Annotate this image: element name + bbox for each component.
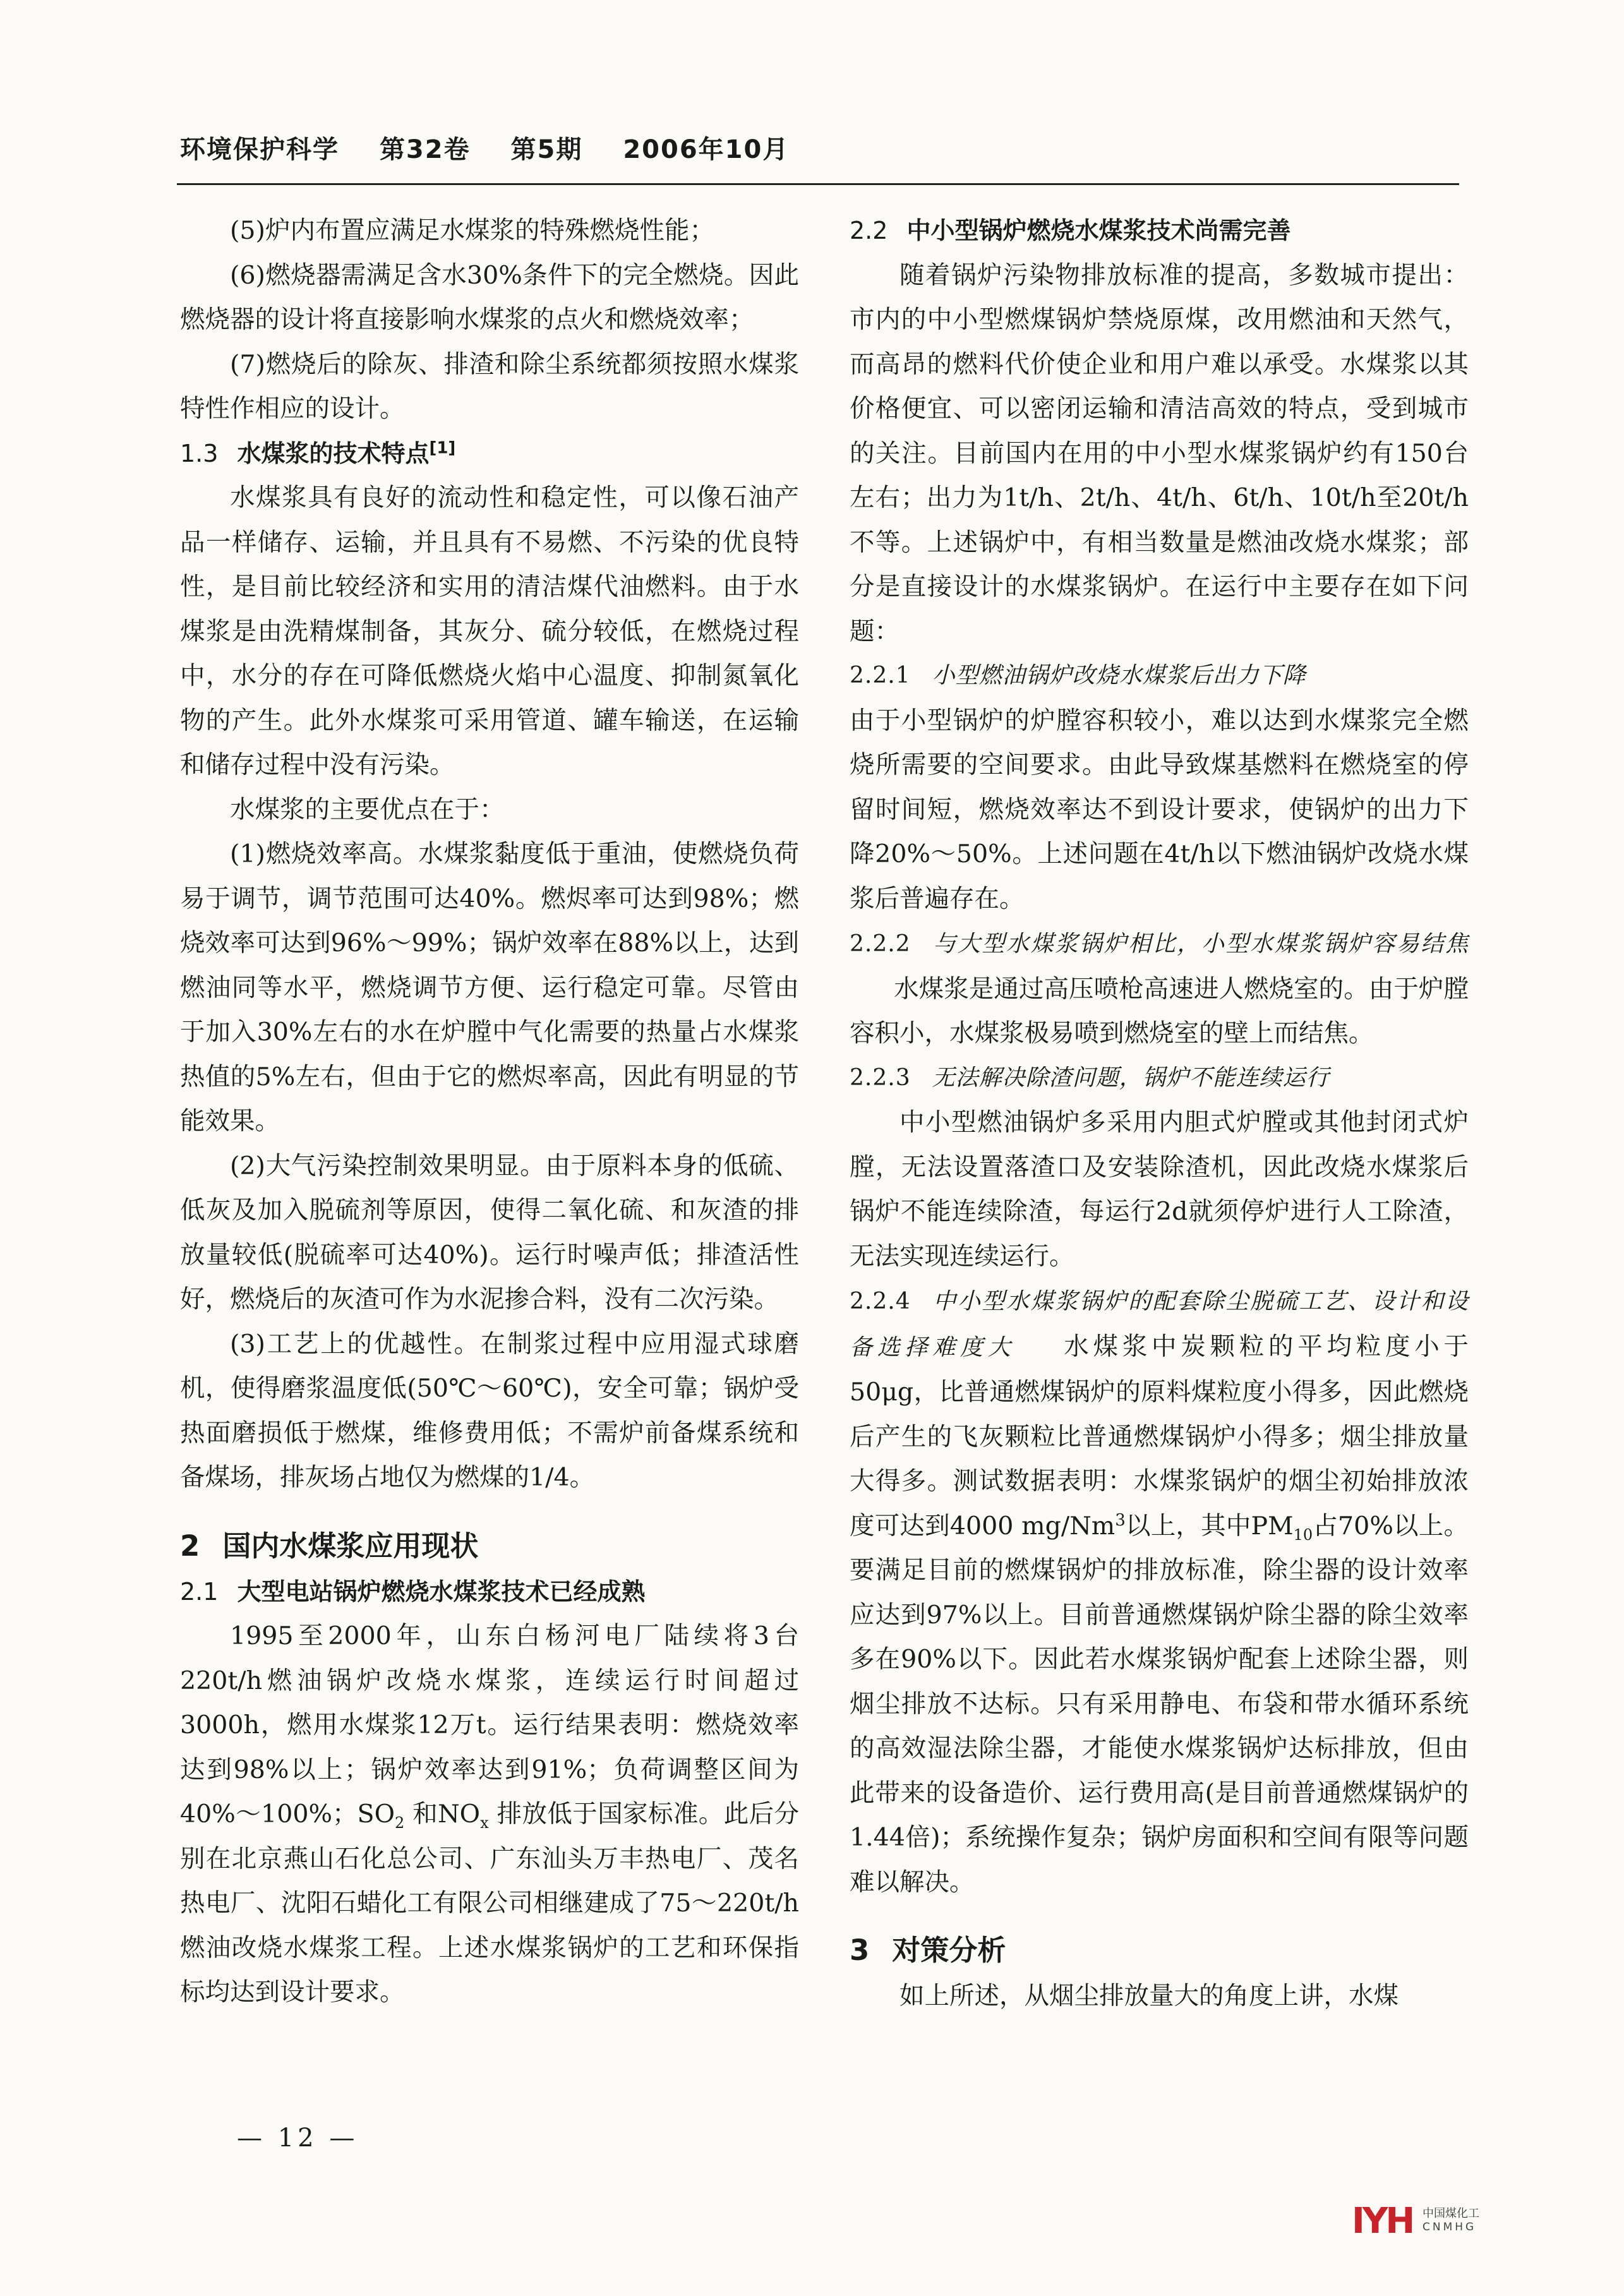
issue: 第5期 [510, 135, 583, 164]
paragraph-2-2: 随着锅炉污染物排放标准的提高，多数城市提出：市内的中小型燃煤锅炉禁烧原煤，改用燃油和天然气，而高昂的燃料代价使企业和用户难以承受。水煤浆以其价格便宜、可以密闭运输和清洁高效的特点，受到城市的关注。目前国内在用的中小型水煤浆锅炉约有150台左右；出力为1t/h、2t/h、4t/h、6t/h、10t/h至20t/h不等。上述锅炉中，有相当数量是燃油改烧水煤浆；部分是直接设计的水煤浆锅炉。在运行中主要存在如下问题： [850, 260, 1469, 646]
logo-mark-icon: IYH [1352, 2201, 1413, 2242]
section-title: 对策分析 [892, 1933, 1006, 1967]
paragraph-2-2-1: 由于小型锅炉的炉膛容积较小，难以达到水煤浆完全燃烧所需要的空间要求。由此导致煤基燃料在燃烧室的停留时间短，燃烧效率达不到设计要求，使锅炉的出力下降20%～50%。上述问题在4t/h以下燃油锅炉改烧水煤浆后普遍存在。 [850, 706, 1469, 913]
section-title: 国内水煤浆应用现状 [222, 1529, 479, 1563]
running-header [180, 129, 819, 165]
journal-name: 环境保护科学 [180, 135, 339, 164]
header-rule [177, 183, 1459, 185]
paragraph-item6: (6)燃烧器需满足含水30%条件下的完全燃烧。因此燃烧器的设计将直接影响水煤浆的点火和燃烧效率； [180, 260, 799, 334]
logo-chinese-text: 中国煤化工 [1423, 2207, 1479, 2220]
publisher-logo [1352, 2198, 1484, 2242]
section-2-2-2-block: 2.2.2 与大型水煤浆锅炉相比，小型水煤浆锅炉容易结焦水煤浆是通过高压喷枪高速进人燃烧室的。由于炉膛容积小，水煤浆极易喷到燃烧室的壁上而结焦。 [850, 931, 1469, 1048]
section-number: 2 [180, 1529, 200, 1563]
paragraph-item5: (5)炉内布置应满足水煤浆的特殊燃烧性能； [230, 216, 714, 245]
paragraph-features: 水煤浆具有良好的流动性和稳定性，可以像石油产品一样储存、运输，并且具有不易燃、不污染的优良特性，是目前比较经济和实用的清洁煤代油燃料。由于水煤浆是由洗精煤制备，其灰分、硫分较低，在燃烧过程中，水分的存在可降低燃烧火焰中心温度、抑制氮氧化物的产生。此外水煤浆可采用管道、罐车输送，在运输和储存过程中没有污染。 [180, 483, 799, 779]
section-title: 中小型锅炉燃烧水煤浆技术尚需完善 [906, 217, 1291, 244]
citation-ref[interactable]: [1] [429, 438, 456, 457]
paragraph-2-1: 1995至2000年，山东白杨河电厂陆续将3台220t/h燃油锅炉改烧水煤浆，连续运行时间超过3000h，燃用水煤浆12万t。运行结果表明：燃烧效率达到98%以上；锅炉效率达到91%；负荷调整区间为40%～100%；$SO_2$ 和$NO_x$ 排放低于国家标准。此后分别在北京燕山石化总公司、广东汕头万丰热电厂、茂名热电厂、沈阳石蜡化工有限公司相继建成了75～220t/h燃油改烧水煤浆工程。上述水煤浆锅炉的工艺和环保指标均达到设计要求。 [180, 1621, 800, 2007]
section-3-heading [850, 1927, 1469, 1974]
section-number: 2.1 [180, 1577, 219, 1606]
paragraph-adv-intro: 水煤浆的主要优点在于： [230, 795, 505, 824]
paragraph-adv3: (3)工艺上的优越性。在制浆过程中应用湿式球磨机，使得磨浆温度低(50℃～60℃)，安全可靠；锅炉受热面磨损低于燃煤，维修费用低；不需炉前备煤系统和备煤场，排灰场占地仅为燃煤的1/4。 [180, 1329, 799, 1492]
section-2-2-heading [850, 208, 1469, 253]
section-title: 大型电站锅炉燃烧水煤浆技术已经成熟 [237, 1577, 646, 1606]
section-2-1-heading [180, 1570, 799, 1614]
section-number: 1.3 [180, 439, 219, 467]
section-number: 3 [850, 1933, 870, 1967]
logo-english-text: CNMHG [1423, 2221, 1477, 2233]
page-number: — 12 — [237, 2124, 359, 2153]
right-column [850, 208, 1469, 2019]
paragraph-3: 如上所述，从烟尘排放量大的角度上讲，水煤 [899, 1981, 1398, 2011]
paragraph-2-2-3: 中小型燃油锅炉多采用内胆式炉膛或其他封闭式炉膛，无法设置落渣口及安装除渣机，因此改烧水煤浆后锅炉不能连续除渣，每运行2d就须停炉进行人工除渣，无法实现连续运行。 [850, 1108, 1469, 1271]
section-number: 2.2 [850, 217, 888, 244]
left-column [180, 208, 799, 2015]
section-2-heading [180, 1523, 799, 1570]
paragraph-item7: (7)燃烧后的除灰、排渣和除尘系统都须按照水煤浆特性作相应的设计。 [180, 349, 799, 423]
section-1-3-heading [180, 431, 799, 476]
paragraph-adv1: (1)燃烧效率高。水煤浆黏度低于重油，使燃烧负荷易于调节，调节范围可达40%。燃烬率可达到98%；燃烧效率可达到96%～99%；锅炉效率在88%以上，达到燃油同等水平，燃烧调节方便、运行稳定可靠。尽管由于加入30%左右的水在炉膛中气化需要的热量占水煤浆热值的5%左右，但由于它的燃烬率高，因此有明显的节能效果。 [180, 839, 799, 1136]
section-title: 水煤浆的技术特点 [237, 439, 430, 467]
paragraph-adv2: (2)大气污染控制效果明显。由于原料本身的低硫、低灰及加入脱硫剂等原因，使得二氧化硫、和灰渣的排放量较低(脱硫率可达40%)。运行时噪声低；排渣活性好，燃烧后的灰渣可作为水泥掺合料，没有二次污染。 [180, 1151, 799, 1314]
section-2-2-1-heading: 2.2.1 小型燃油锅炉改烧水煤浆后出力下降 [850, 663, 1306, 688]
section-2-2-4-block: 2.2.4 中小型水煤浆锅炉的配套除尘脱硫工艺、设计和设备选择难度大 水煤浆中炭颗粒的平均粒度小于50μg，比普通燃煤锅炉的原料煤粒度小得多，因此燃烧后产生的飞灰颗粒比普通燃煤锅炉小得多；烟尘排放量大得多。测试数据表明：水煤浆锅炉的烟尘初始排放浓度可达到4000 mg/Nm$^3$以上，其中$PM_{10}$占70%以上。要满足目前的燃煤锅炉的排放标准，除尘器的设计效率应达到97%以上。目前普通燃煤锅炉除尘器的除尘效率多在90%以下。因此若水煤浆锅炉配套上述除尘器，则烟尘排放不达标。只有采用静电、布袋和带水循环系统的高效湿法除尘器，才能使水煤浆锅炉达标排放，但由此带来的设备造价、运行费用高(是目前普通燃煤锅炉的1.44倍)；系统操作复杂；锅炉房面积和空间有限等问题难以解决。 [850, 1289, 1469, 1897]
volume: 第32卷 [379, 135, 471, 164]
section-2-2-3-heading: 2.2.3 无法解决除渣问题，锅炉不能连续运行 [850, 1064, 1330, 1091]
date: 2006年10月 [623, 135, 790, 164]
